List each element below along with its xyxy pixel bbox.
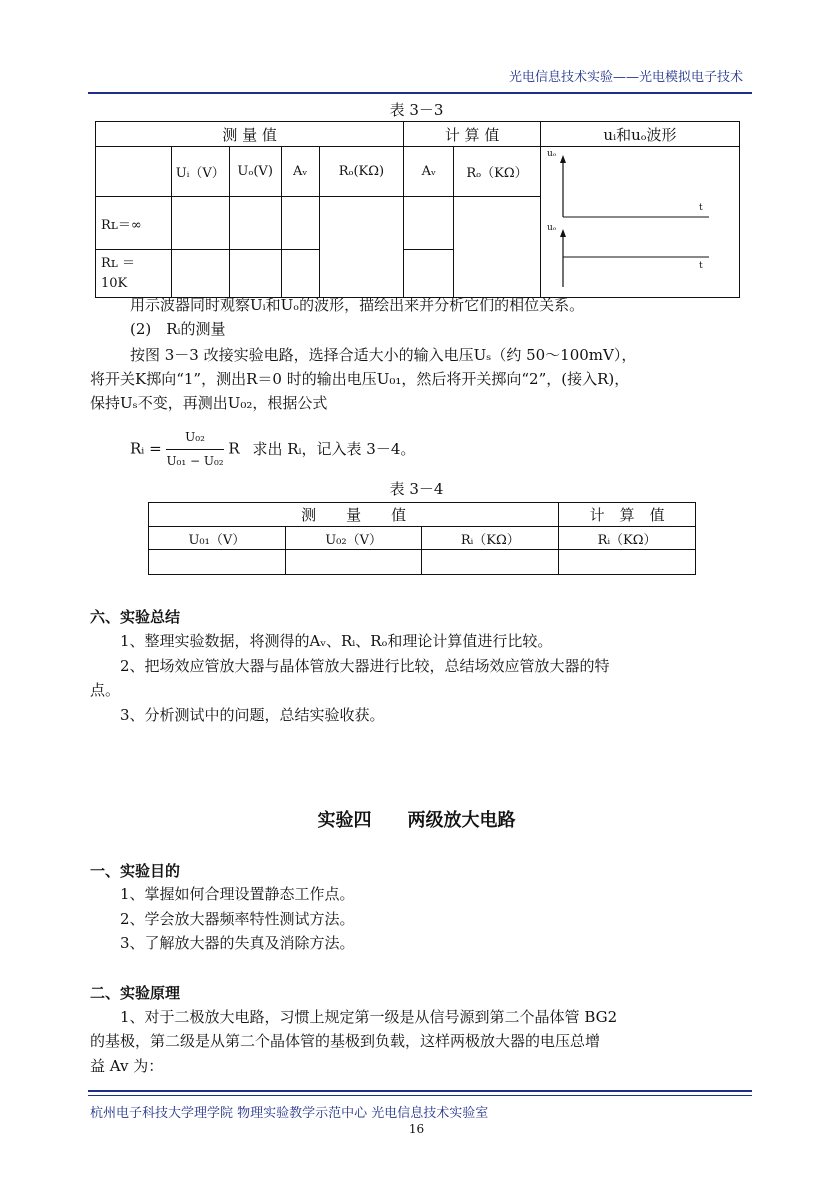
paragraph-ri-title: (2) Rᵢ的测量 <box>130 320 226 338</box>
cell <box>404 250 454 298</box>
cell <box>281 250 319 298</box>
section-2-line-2: 的基极，第二级是从第二个晶体管的基极到负载，这样两极放大器的电压总增 <box>90 1032 601 1050</box>
empty-corner <box>96 147 172 197</box>
col-ri: Rᵢ（KΩ） <box>422 527 559 550</box>
section-1-item-3: 3、了解放大器的失真及消除方法。 <box>120 934 355 952</box>
col-av-calc: Aᵥ <box>404 147 454 197</box>
section-1-item-2: 2、学会放大器频率特性测试方法。 <box>120 910 355 928</box>
section-6-item-1: 1、整理实验数据，将测得的Aᵥ、Rᵢ、Rₒ和理论计算值进行比较。 <box>120 632 553 650</box>
header-measured: 测 量 值 <box>96 122 404 147</box>
formula-rhs: R <box>228 439 240 458</box>
col-u01: U₀₁（V） <box>149 527 286 550</box>
row-rl-10k-label <box>96 250 172 298</box>
cell <box>319 197 404 298</box>
section-6-title: 六、实验总结 <box>90 608 181 626</box>
section-6-item-2: 2、把场效应管放大器与晶体管放大器进行比较，总结场效应管放大器的特 <box>120 657 610 675</box>
formula-ri <box>130 426 415 473</box>
axis-label-u1: uₒ <box>546 149 557 159</box>
header-calculated: 计 算 值 <box>404 122 541 147</box>
axis-label-t2: t <box>698 261 703 271</box>
header-rule <box>88 92 752 94</box>
row-rl-10k-label-b: 10K <box>101 275 128 291</box>
page-number: 16 <box>408 1122 425 1136</box>
waveform-axes <box>541 147 739 293</box>
formula-denominator: U₀₁ − U₀₂ <box>166 454 224 468</box>
axis-label-t1: t <box>698 203 703 213</box>
cell <box>149 550 286 575</box>
col-av: Aᵥ <box>281 147 319 197</box>
section-2-title: 二、实验原理 <box>90 984 181 1002</box>
axis-label-u2: uₒ <box>546 223 557 233</box>
cell <box>171 250 229 298</box>
cell <box>281 197 319 250</box>
cell <box>229 197 281 250</box>
table-3-3-caption: 表 3－3 <box>389 101 444 119</box>
header-waveform: uᵢ和uₒ波形 <box>540 122 739 147</box>
section-6-item-2-cont: 点。 <box>90 681 121 699</box>
cell <box>422 550 559 575</box>
cell <box>229 250 281 298</box>
section-2-line-1: 1、对于二极放大电路，习惯上规定第一级是从信号源到第二个晶体管 BG2 <box>120 1008 618 1026</box>
table-3-4 <box>148 502 696 575</box>
col-ro-calc: Rₒ（KΩ） <box>454 147 541 197</box>
formula-fraction <box>166 426 223 473</box>
waveform-cell <box>540 147 739 298</box>
section-1-title: 一、实验目的 <box>90 862 181 880</box>
col-ri-calc: Rᵢ（KΩ） <box>559 527 696 550</box>
formula-lhs: Rᵢ = <box>130 439 162 458</box>
chapter-title: 实验四 两级放大电路 <box>317 810 516 831</box>
cell <box>454 197 541 298</box>
section-1-item-1: 1、掌握如何合理设置静态工作点。 <box>120 885 355 903</box>
footer-text: 杭州电子科技大学理学院 物理实验教学示范中心 光电信息技术实验室 <box>90 1106 489 1121</box>
cell <box>171 197 229 250</box>
row-rl-10k-label-a: Rʟ ＝ <box>101 255 135 271</box>
section-6-item-3: 3、分析测试中的问题，总结实验收获。 <box>120 706 385 724</box>
col-u02: U₀₂（V） <box>285 527 422 550</box>
running-header: 光电信息技术实验——光电模拟电子技术 <box>508 70 743 85</box>
footer-rule-thick <box>88 1090 752 1092</box>
header-measured: 测 量 值 <box>149 503 559 527</box>
table-3-4-caption: 表 3－4 <box>389 480 444 498</box>
cell <box>285 550 422 575</box>
paragraph-ri-2: 将开关K掷向“1”，测出R＝0 时的输出电压U₀₁，然后将开关掷向“2”，(接入R)， <box>90 370 630 388</box>
footer-rule-thin <box>88 1095 752 1096</box>
formula-numerator: U₀₂ <box>166 426 223 450</box>
cell <box>404 197 454 250</box>
paragraph-ri-3: 保持Uₛ不变，再测出U₀₂，根据公式 <box>90 394 328 412</box>
paragraph-observe: 用示波器同时观察Uᵢ和Uₒ的波形，描绘出来并分析它们的相位关系。 <box>130 296 585 314</box>
cell <box>559 550 696 575</box>
col-ui: Uᵢ（V） <box>171 147 229 197</box>
row-rl-inf-label: Rʟ＝∞ <box>96 197 172 250</box>
col-uo: Uₒ(V) <box>229 147 281 197</box>
formula-after: 求出 Rᵢ，记入表 3－4。 <box>252 439 416 458</box>
section-2-line-3: 益 Av 为： <box>90 1057 164 1075</box>
table-3-3 <box>95 121 740 298</box>
paragraph-ri-1: 按图 3－3 改接实验电路，选择合适大小的输入电压Uₛ（约 50～100mV）， <box>130 346 637 364</box>
header-calculated: 计 算 值 <box>559 503 696 527</box>
col-ro: Rₒ(KΩ) <box>319 147 404 197</box>
